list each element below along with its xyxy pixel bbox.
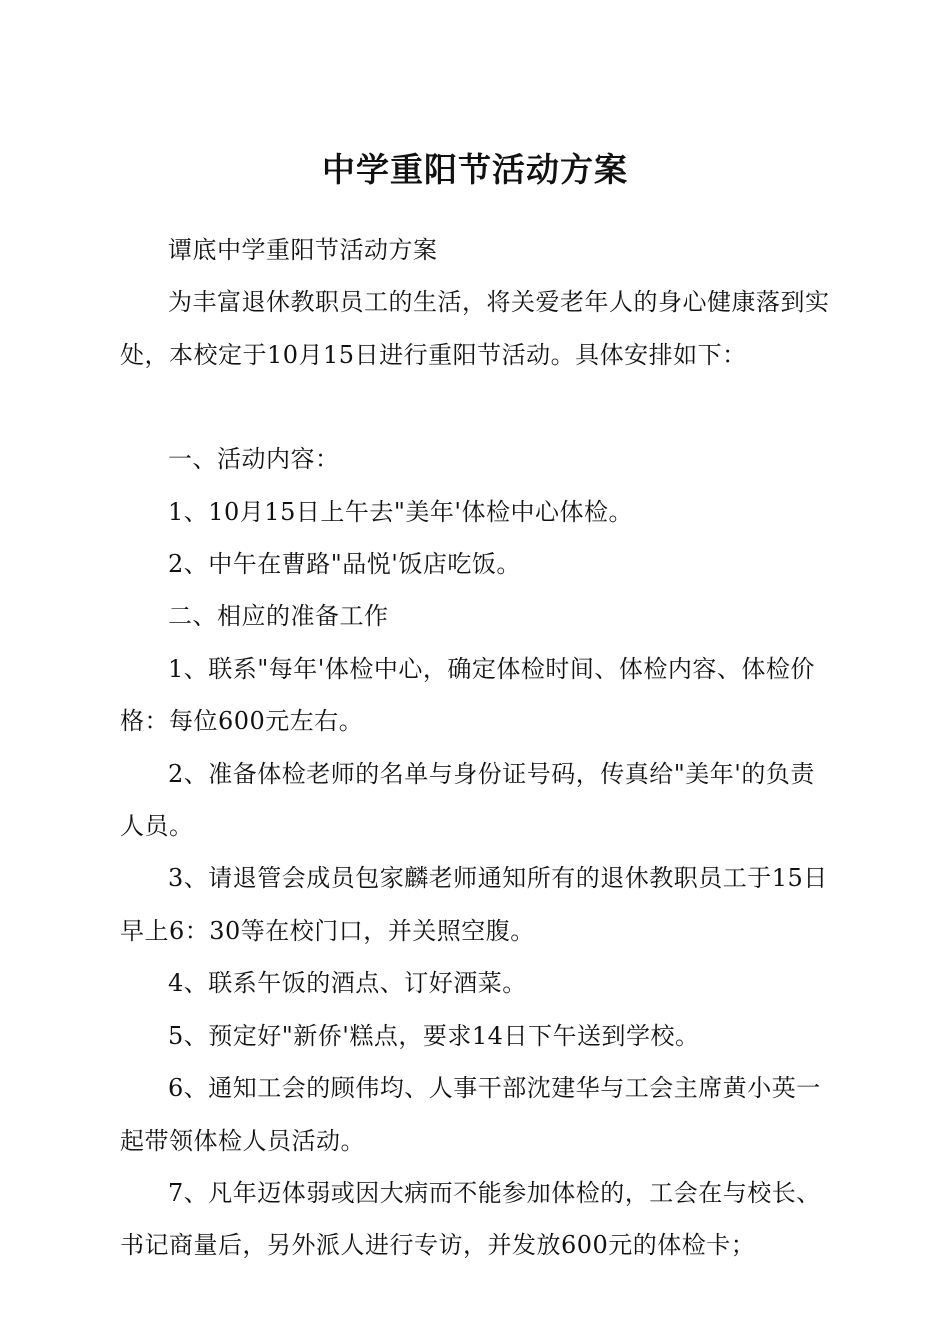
document-title: 中学重阳节活动方案 [322,150,628,189]
preparation-item-4: 4、联系午饭的酒点、订好酒菜。 [168,969,527,998]
activity-item-1: 1、10月15日上午去"美年'体检中心体检。 [168,497,633,526]
preparation-item-7: 7、凡年迈体弱或因大病而不能参加体检的，工会在与校长、书记商量后，另外派人进行专访，并发放600元的体检卡； [120,1178,821,1260]
document-body [120,224,832,1272]
preparation-item-1: 1、联系"每年'体检中心，确定体检时间、体检内容、体检价格：每位600元左右。 [120,654,815,736]
preparation-item-6: 6、通知工会的顾伟均、人事干部沈建华与工会主席黄小英一起带领体检人员活动。 [120,1074,821,1155]
paragraph-subtitle: 谭底中学重阳节活动方案 [168,236,438,264]
section-heading-preparation: 二、相应的准备工作 [168,602,389,631]
preparation-item-5: 5、预定好"新侨'糕点，要求14日下午送到学校。 [168,1021,700,1050]
section-heading-activity: 一、活动内容： [168,445,340,474]
preparation-item-2: 2、准备体检老师的名单与身份证号码，传真给"美年'的负责人员。 [120,759,815,841]
preparation-item-3: 3、请退管会成员包家麟老师通知所有的退休教职员工于15日早上6：30等在校门口，并关照空腹。 [120,864,828,945]
paragraph-intro: 为丰富退休教职员工的生活，将关爱老年人的身心健康落到实处，本校定于10月15日进行重阳节活动。具体安排如下： [120,288,830,369]
activity-item-2: 2、中午在曹路"品悦'饭店吃饭。 [168,550,521,579]
blank-line [120,381,832,433]
